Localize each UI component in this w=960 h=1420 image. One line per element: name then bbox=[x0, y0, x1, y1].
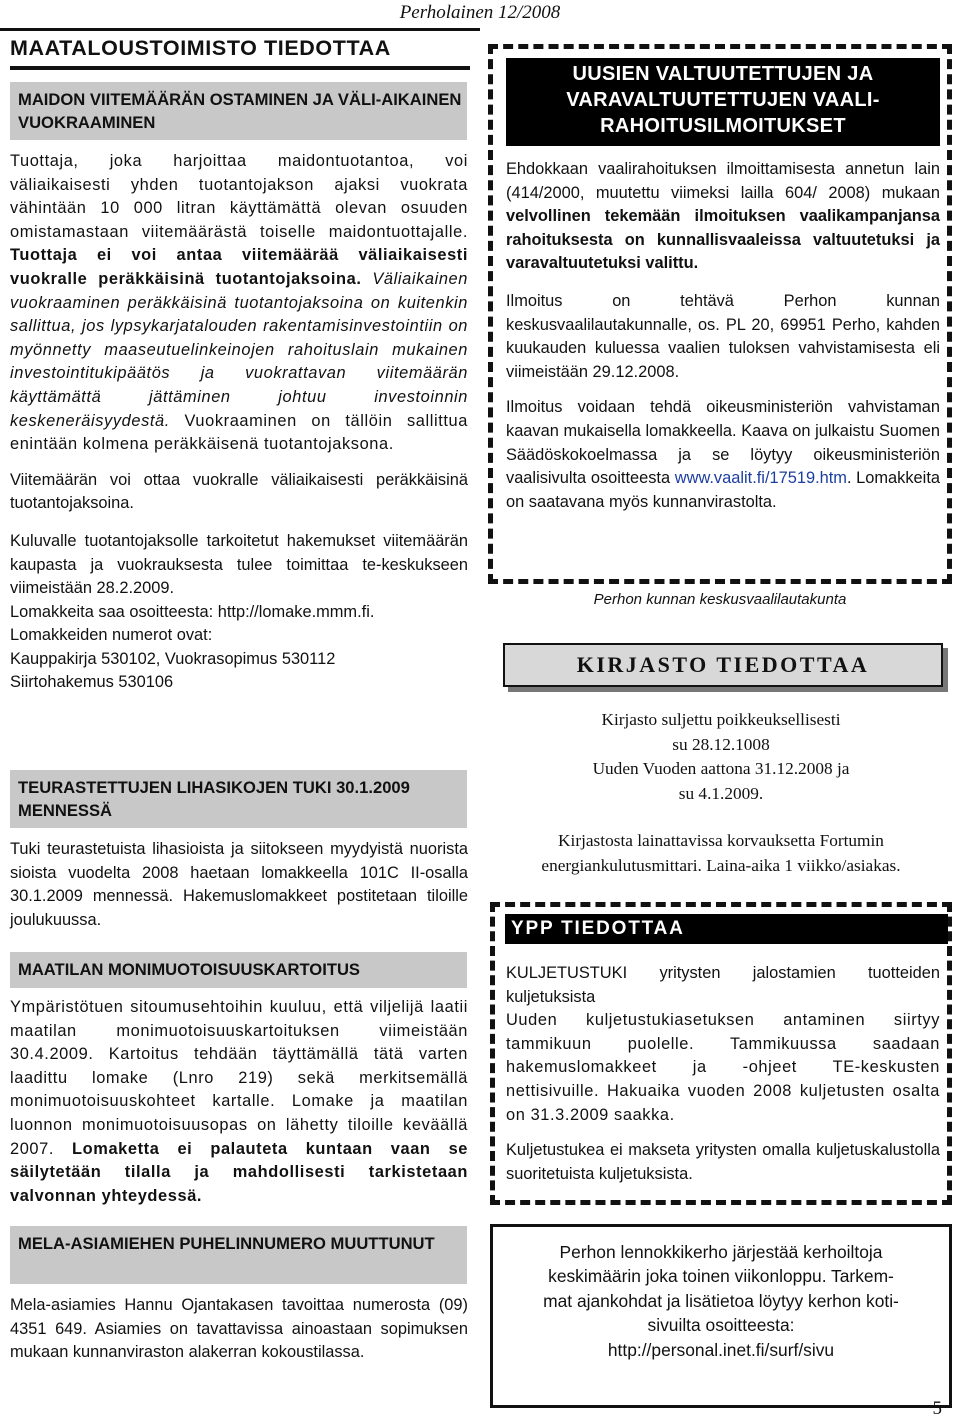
section-heading-viitemaara bbox=[10, 82, 467, 140]
section-heading-mela bbox=[10, 1226, 467, 1284]
paragraph: Uuden kuljetustukiasetuksen antaminen siirtyy tammikuun puolelle. Tammikuussa saadaan hakemuslomakkeet ja -ohjeet TE-keskusten nettisivuille. Hakuaika vuoden 2008 kuljetusten osalta on 31.3.2009 saakka. bbox=[506, 1011, 940, 1124]
text-run: Ilmoitus voidaan tehdä oikeusministeriön vahvistaman kaavan mukaisella lomakkeella. Kaava on julkaistu Suomen Säädöskokoelmassa ja se löytyy oikeusministeriön vaalisivulta osoitteesta bbox=[506, 398, 940, 488]
section-heading-lihasiat bbox=[10, 770, 467, 828]
paragraph: Ilmoitus on tehtävä Perhon kunnan keskusvaalilautakunnalle, os. PL 20, 69951 Perho, kahden kuukauden kuluessa vaalien tuloksen vahvistamisesta eli viimeistään 29.12.2008. bbox=[506, 291, 940, 381]
text-line: Kuluvalle tuotantojaksolle tarkoitetut hakemukset viitemäärän kaupasta ja vuokrauksesta tulee toimittaa te-keskukseen viimeistään 28.2.2009. bbox=[10, 531, 468, 598]
paragraph bbox=[10, 530, 468, 695]
text-line: Uuden Vuoden aattona 31.12.2008 ja bbox=[592, 759, 850, 779]
vaali-heading bbox=[506, 58, 940, 146]
lennokki-url[interactable]: http://personal.inet.fi/surf/sivu bbox=[607, 1339, 835, 1360]
text-line: energiankulutusmittari. Laina-aika 1 viikko/asiakas. bbox=[541, 855, 901, 875]
kirjasto-notice bbox=[490, 708, 952, 806]
vaali-signature: Perhon kunnan keskusvaalilautakunta bbox=[593, 591, 847, 608]
text-run: Ympäristötuen sitoumusehtoihin kuuluu, että viljelijä laatii maatilan monimuotoisuuskartoituksen viimeistään 30.4.2009. Kartoitus tehdään täyttämällä tätä varten laadittu lomake (Lnro 219) sekä merkitsemällä monimuotoisuuskohteet kartalle. Lomake ja maatilan luonnon monimuotoisuusopas on lähetty tiloille keväällä 2007. bbox=[10, 998, 468, 1158]
text-line: Kauppakirja 530102, Vuokrasopimus 530112 bbox=[10, 649, 336, 668]
text-line: su 28.12.1008 bbox=[672, 734, 770, 754]
text-run: Tuottaja, joka harjoittaa maidontuotantoa, voi väliaikaisesti yhden tuotantojakson ajaksi vuokrata vähintään 10 000 litran käyttämättä olevan osuuden omistamastaan viitemäärästä toiselle maidontuottajalle. bbox=[10, 152, 468, 241]
text-run: . Lomakkeita on saatavana myös kunnanvirastolta. bbox=[506, 469, 940, 511]
page-title: MAATALOUSTOIMISTO TIEDOTTAA bbox=[10, 36, 391, 60]
text-line: Kirjasto suljettu poikkeuksellisesti bbox=[601, 710, 841, 729]
kirjasto-mittari bbox=[490, 829, 952, 878]
text-line: mat ajankohdat ja lisätietoa löytyy kerhon koti- bbox=[543, 1290, 899, 1311]
vaali-article bbox=[506, 158, 940, 514]
section-heading-monimuotoisuus bbox=[10, 952, 467, 988]
paragraph: Tuki teurastetuista lihasioista ja siitokseen myydyistä nuorista sioista vuodelta 2008 haetaan lomakkeella 101C II-osalla 30.1.2009 mennessä. Hakemuslomakkeet postitetaan tiloille joulukuussa. bbox=[10, 840, 468, 929]
heading-line: RAHOITUSILMOITUKSET bbox=[600, 115, 846, 137]
heading-text: MELA-ASIAMIEHEN PUHELINNUMERO MUUTTUNUT bbox=[18, 1234, 435, 1253]
text-line: KULJETUSTUKI yritysten jalostamien tuotteiden kuljetuksista bbox=[506, 964, 940, 1006]
text-line: keskimäärin joka toinen viikonloppu. Tarkem- bbox=[548, 1266, 894, 1287]
article-viitemaara bbox=[10, 150, 468, 695]
ypp-article bbox=[506, 962, 940, 1186]
bold-text: velvollinen tekemään ilmoituksen vaalikampanjansa rahoituksesta on kunnallisvaaleissa valtuutetuksi ja varavaltuutetuksi valittu. bbox=[506, 207, 940, 273]
heading-line: VARAVALTUUTETTUJEN VAALI- bbox=[566, 89, 880, 111]
heading-line: UUSIEN VALTUUTETTUJEN JA bbox=[572, 63, 874, 85]
kirjasto-heading-box bbox=[503, 643, 943, 687]
heading-text: MAATILAN MONIMUOTOISUUSKARTOITUS bbox=[18, 960, 361, 979]
vaalit-link[interactable]: www.vaalit.fi/17519.htm bbox=[674, 469, 847, 488]
text-line: Perhon lennokkikerho järjestää kerhoiltoja bbox=[559, 1242, 883, 1262]
text-run: Vuokraaminen on tällöin sallittua enintään kolmena peräkkäisenä tuotantojaksona. bbox=[10, 411, 468, 454]
paragraph bbox=[506, 396, 940, 514]
heading-text: TEURASTETTUJEN LIHASIKOJEN TUKI 30.1.2009 MENNESSÄ bbox=[18, 778, 410, 820]
running-header: Perholainen 12/2008 bbox=[399, 2, 561, 23]
title-rule bbox=[10, 66, 470, 70]
lennokki-notice bbox=[493, 1240, 949, 1362]
heading-text: MAIDON VIITEMÄÄRÄN OSTAMINEN JA VÄLI-AIKAINEN VUOKRAAMINEN bbox=[18, 90, 462, 132]
ypp-heading: YPP TIEDOTTAA bbox=[505, 914, 948, 944]
text-line: Siirtohakemus 530106 bbox=[10, 673, 174, 692]
article-lihasiat bbox=[10, 838, 468, 932]
paragraph bbox=[506, 158, 940, 276]
paragraph bbox=[10, 150, 468, 457]
kirjasto-title: KIRJASTO TIEDOTTAA bbox=[576, 652, 870, 677]
article-monimuotoisuus bbox=[10, 996, 468, 1208]
text-run: Ehdokkaan vaalirahoituksen ilmoittamisesta annetun lain (414/2000, muutettu viimeksi lailla 604/ 2008) mukaan bbox=[506, 160, 940, 202]
italic-text: Väliaikainen vuokraaminen peräkkäisinä tuotantojaksoina on kuitenkin sallittua, jos lypsykarjatalouden rakentamisinvestointiin on myönnetty maaseutuelinkeinojen rahoituslain mukainen investointitukipäätös ja vuokrattavan viitemäärän käyttämättä jättäminen johtuu investoinnin keskeneräisyydestä. bbox=[10, 269, 468, 430]
text-line: Kirjastosta lainattavissa korvauksetta Fortumin bbox=[558, 831, 884, 850]
article-mela bbox=[10, 1294, 468, 1365]
text-line: Lomakkeiden numerot ovat: bbox=[10, 626, 213, 645]
header-rule bbox=[0, 28, 480, 31]
paragraph: Mela-asiamies Hannu Ojantakasen tavoittaa numerosta (09) 4351 649. Asiamies on tavattavissa ainoastaan sopimuksen mukaan kunnanviraston alakerran kokoustilassa. bbox=[10, 1296, 468, 1362]
bold-text: Tuottaja ei voi antaa viitemäärää väliaikaisesti vuokralle peräkkäisinä tuotantojaksoina. bbox=[10, 246, 468, 288]
paragraph bbox=[10, 996, 468, 1208]
paragraph: Kuljetustukea ei makseta yritysten omalla kuljetuskalustolla suoritetuista kuljetuksista. bbox=[506, 1141, 940, 1183]
text-line: su 4.1.2009. bbox=[678, 783, 764, 803]
text-line: sivuilta osoitteesta: bbox=[647, 1315, 795, 1336]
bold-text: Lomaketta ei palauteta kuntaan vaan se säilytetään tilalla ja mahdollisesti tarkistetaan valvonnan yhteydessä. bbox=[10, 1139, 469, 1205]
page-number: 5 bbox=[932, 1398, 942, 1419]
text-line: Lomakkeita saa osoitteesta: http://lomake.mmm.fi. bbox=[10, 602, 375, 621]
paragraph: Viitemäärän voi ottaa vuokralle väliaikaisesti peräkkäisinä tuotantojaksoina. bbox=[10, 470, 468, 513]
